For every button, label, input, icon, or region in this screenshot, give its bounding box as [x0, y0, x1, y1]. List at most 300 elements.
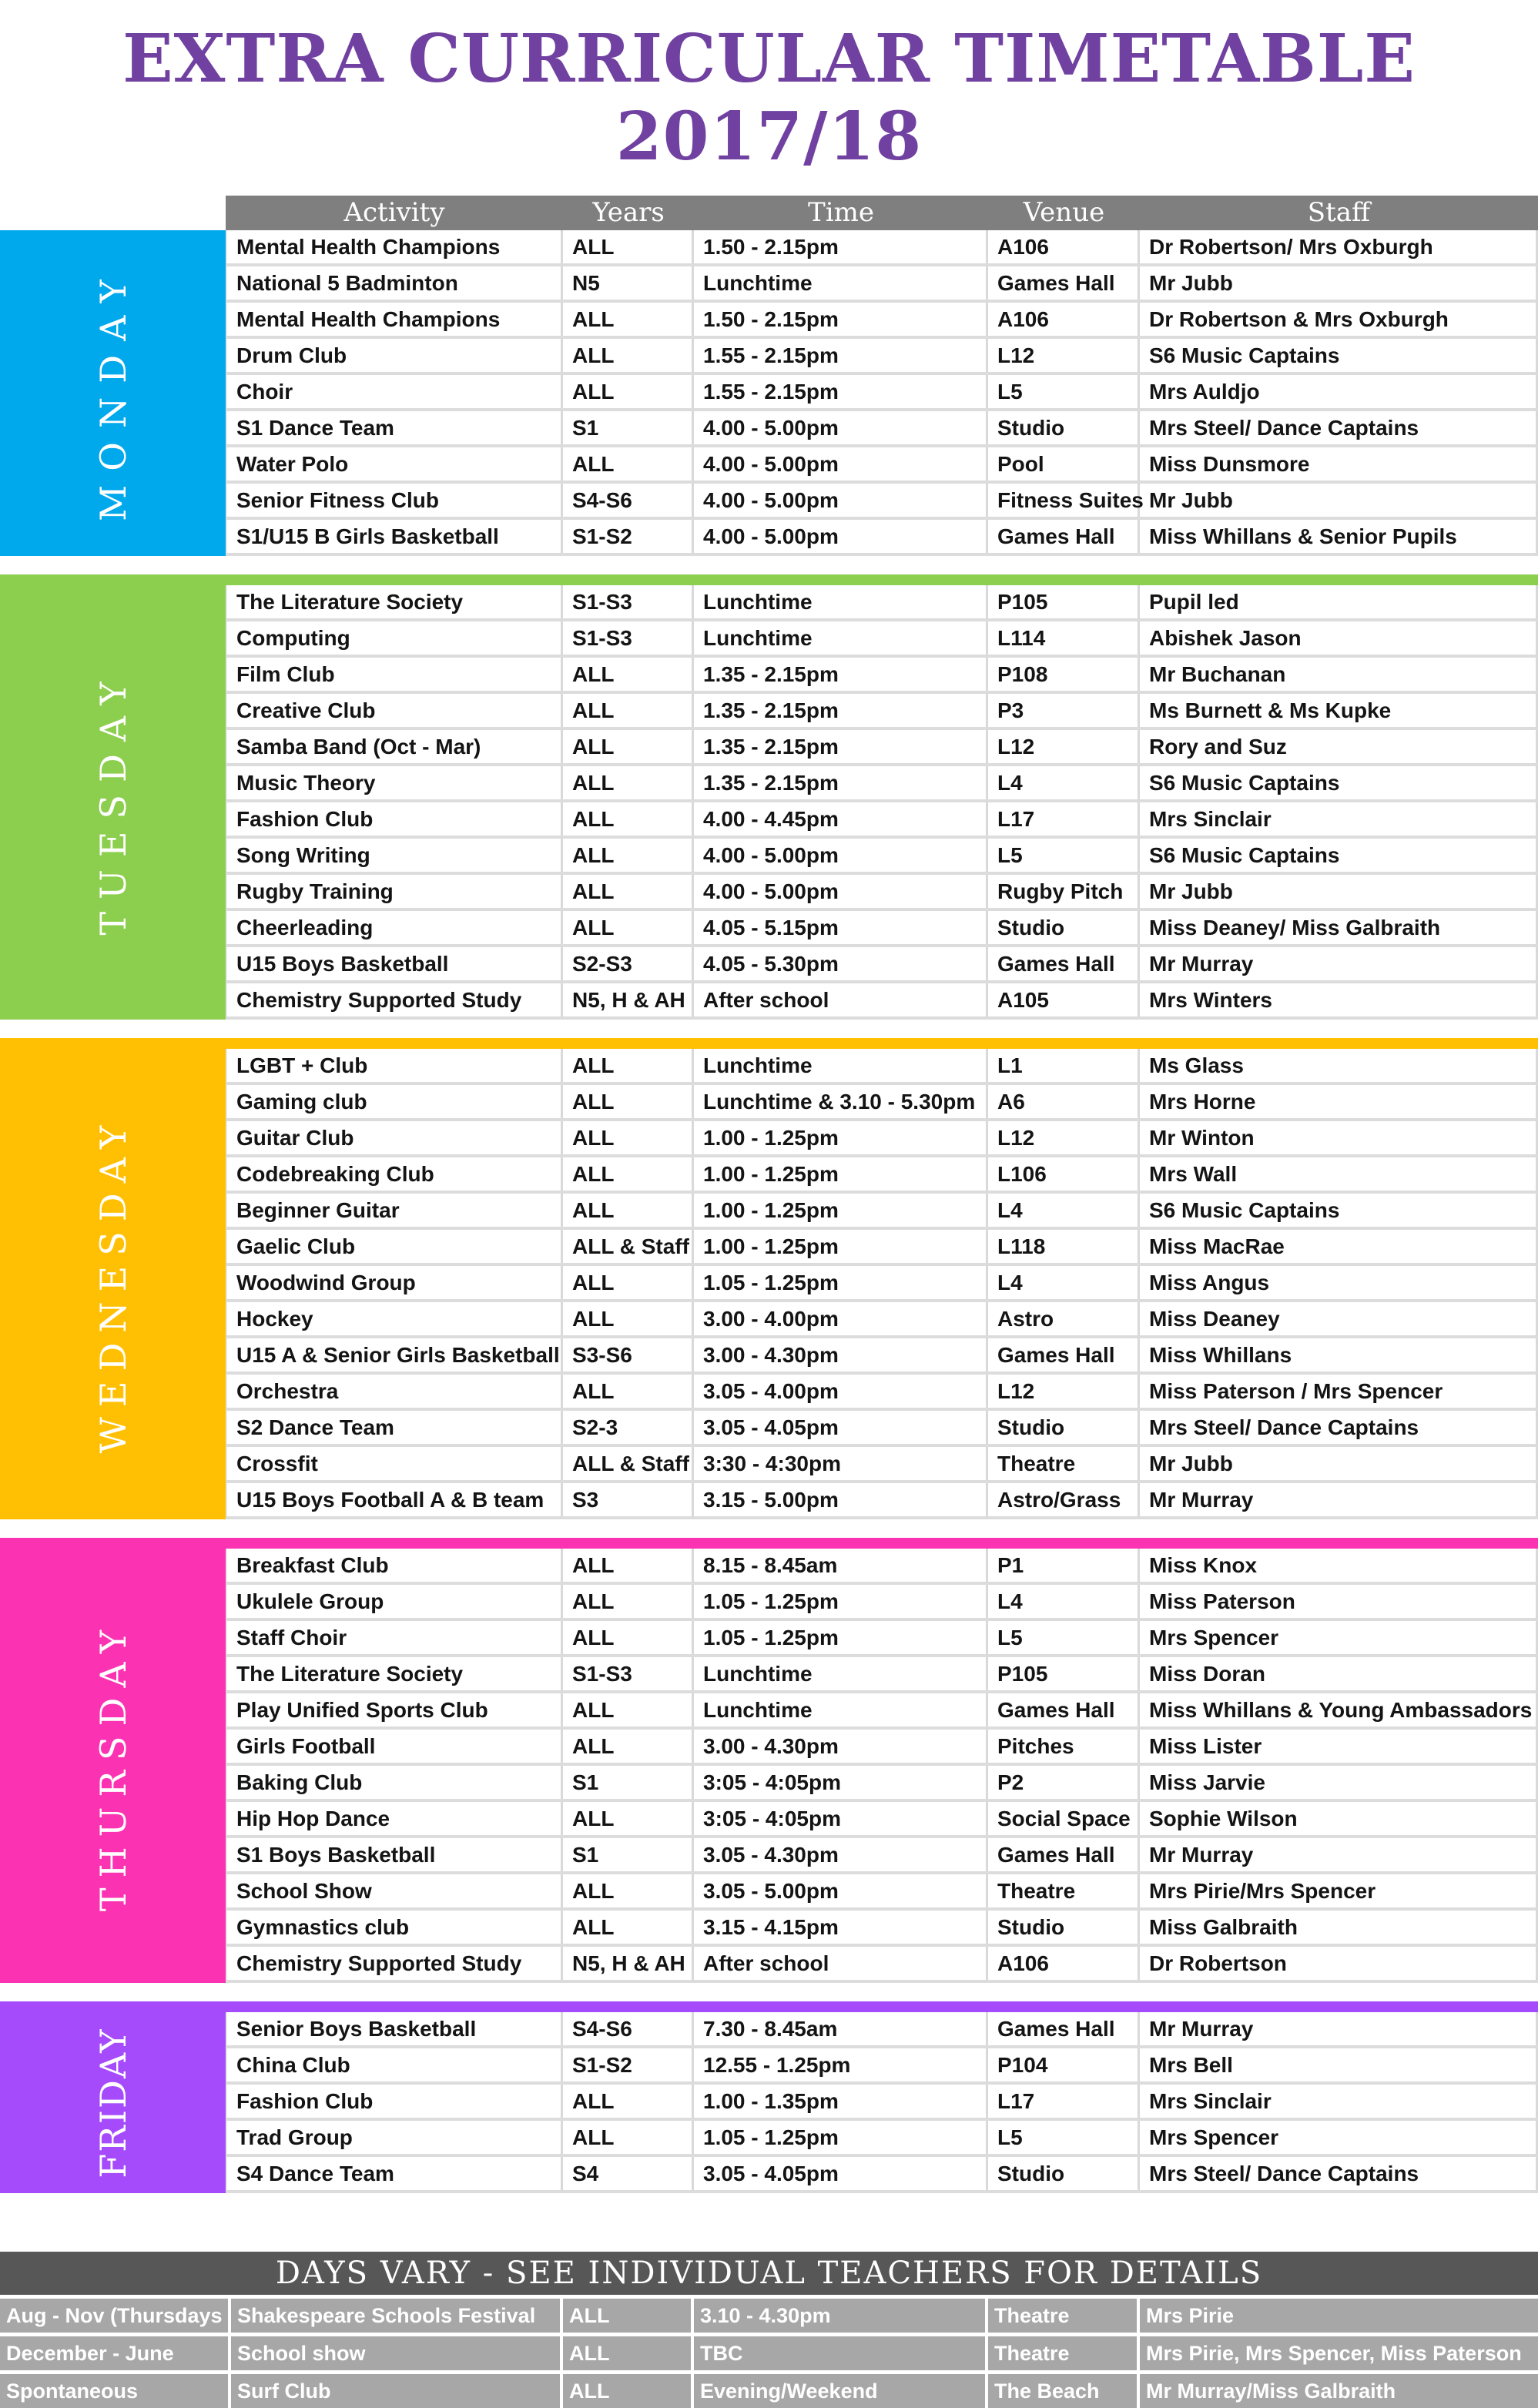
cell-time: 1.50 - 2.15pm: [694, 230, 988, 263]
cell-venue: L12: [988, 1121, 1140, 1154]
cell-years: S1: [563, 1766, 694, 1799]
table-row: [226, 1549, 1538, 1585]
table-row: [226, 585, 1538, 621]
cell-venue: L1: [988, 1049, 1140, 1082]
days-vary-row: [0, 2374, 1538, 2408]
day-label: WEDNESDAY: [92, 1115, 134, 1453]
cell-activity: Chemistry Supported Study: [226, 1947, 563, 1980]
table-row: [226, 1266, 1538, 1302]
table-row: [226, 1947, 1538, 1983]
day-color-bar: [0, 1038, 1538, 1049]
cell-activity: Computing: [226, 621, 563, 655]
cell-activity: Hockey: [226, 1302, 563, 1335]
cell-venue: L114: [988, 621, 1140, 655]
cell-period: Spontaneous: [0, 2374, 231, 2408]
cell-activity: Creative Club: [226, 694, 563, 727]
cell-time: 12.55 - 1.25pm: [694, 2048, 988, 2081]
cell-activity: National 5 Badminton: [226, 266, 563, 300]
cell-years: N5, H & AH: [563, 983, 694, 1016]
cell-years: ALL: [563, 658, 694, 691]
cell-years: S3: [563, 1483, 694, 1516]
cell-time: 1.05 - 1.25pm: [694, 1585, 988, 1618]
cell-years: ALL: [563, 875, 694, 908]
table-row: [226, 375, 1538, 411]
cell-years: S2-3: [563, 1411, 694, 1444]
days-vary-rows: [0, 2299, 1538, 2408]
cell-years: ALL & Staff: [563, 1447, 694, 1480]
day-color-column: [0, 585, 226, 1020]
cell-years: ALL: [563, 802, 694, 836]
table-row: [226, 411, 1538, 447]
cell-years: ALL: [563, 2121, 694, 2154]
page-title: EXTRA CURRICULAR TIMETABLE 2017/18: [122, 20, 1416, 176]
cell-staff: Miss Whillans & Senior Pupils: [1140, 520, 1538, 553]
cell-time: TBC: [694, 2336, 988, 2370]
cell-venue: The Beach: [988, 2374, 1140, 2408]
cell-time: 3.10 - 4.30pm: [694, 2299, 988, 2333]
table-row: [226, 1338, 1538, 1375]
cell-years: ALL: [563, 911, 694, 944]
cell-time: Lunchtime: [694, 1657, 988, 1690]
cell-time: 4.05 - 5.15pm: [694, 911, 988, 944]
cell-venue: Theatre: [988, 1447, 1140, 1480]
cell-venue: L12: [988, 1375, 1140, 1408]
cell-activity: Breakfast Club: [226, 1549, 563, 1582]
cell-venue: L12: [988, 339, 1140, 372]
column-header-years: Years: [592, 197, 665, 228]
day-rows: [226, 2012, 1538, 2193]
day-rows: [226, 1549, 1538, 1983]
cell-activity: Shakespeare Schools Festival: [231, 2299, 563, 2333]
cell-venue: Games Hall: [988, 947, 1140, 980]
cell-staff: Mrs Pirie/Mrs Spencer: [1140, 1874, 1538, 1907]
cell-time: 4.05 - 5.30pm: [694, 947, 988, 980]
cell-staff: Miss Paterson: [1140, 1585, 1538, 1618]
cell-activity: LGBT + Club: [226, 1049, 563, 1082]
table-row: [226, 1411, 1538, 1447]
cell-years: S1-S3: [563, 1657, 694, 1690]
cell-staff: S6 Music Captains: [1140, 839, 1538, 872]
table-row: [226, 484, 1538, 520]
cell-time: 4.00 - 5.00pm: [694, 520, 988, 553]
cell-years: S4: [563, 2157, 694, 2190]
cell-staff: Mrs Horne: [1140, 1085, 1538, 1118]
table-row: [226, 1874, 1538, 1911]
cell-time: 1.05 - 1.25pm: [694, 1621, 988, 1654]
column-header-activity: Activity: [343, 197, 445, 228]
cell-staff: Mrs Spencer: [1140, 1621, 1538, 1654]
cell-venue: Theatre: [988, 1874, 1140, 1907]
cell-activity: The Literature Society: [226, 1657, 563, 1690]
cell-venue: Theatre: [988, 2299, 1140, 2333]
day-label: FRIDAY: [92, 2027, 134, 2179]
cell-venue: L5: [988, 2121, 1140, 2154]
cell-time: 3.15 - 5.00pm: [694, 1483, 988, 1516]
cell-venue: L4: [988, 1585, 1140, 1618]
cell-venue: A105: [988, 983, 1140, 1016]
cell-years: S4-S6: [563, 484, 694, 517]
table-row: [226, 303, 1538, 339]
cell-time: 1.35 - 2.15pm: [694, 730, 988, 763]
cell-venue: L106: [988, 1157, 1140, 1191]
cell-staff: Miss Dunsmore: [1140, 447, 1538, 481]
cell-years: ALL: [563, 1302, 694, 1335]
cell-staff: Mrs Bell: [1140, 2048, 1538, 2081]
table-row: [226, 1085, 1538, 1121]
cell-venue: Studio: [988, 2157, 1140, 2190]
cell-activity: School Show: [226, 1874, 563, 1907]
cell-time: 1.00 - 1.25pm: [694, 1230, 988, 1263]
cell-staff: Miss Knox: [1140, 1549, 1538, 1582]
cell-years: S1-S3: [563, 585, 694, 618]
table-row: [226, 230, 1538, 266]
cell-staff: Mrs Winters: [1140, 983, 1538, 1016]
cell-time: Lunchtime: [694, 621, 988, 655]
cell-activity: Ukulele Group: [226, 1585, 563, 1618]
cell-staff: S6 Music Captains: [1140, 766, 1538, 799]
cell-staff: Mr Murray: [1140, 2012, 1538, 2045]
cell-activity: Water Polo: [226, 447, 563, 481]
cell-activity: Hip Hop Dance: [226, 1802, 563, 1835]
cell-time: 1.35 - 2.15pm: [694, 694, 988, 727]
table-row: [226, 1766, 1538, 1802]
cell-activity: Senior Boys Basketball: [226, 2012, 563, 2045]
day-section: [0, 230, 1538, 556]
cell-time: 3.05 - 4.05pm: [694, 2157, 988, 2190]
cell-years: ALL: [563, 1266, 694, 1299]
cell-staff: Mrs Auldjo: [1140, 375, 1538, 408]
day-color-column: [0, 230, 226, 556]
cell-years: N5: [563, 266, 694, 300]
day-label: THURSDAY: [92, 1619, 134, 1912]
cell-activity: S4 Dance Team: [226, 2157, 563, 2190]
day-section: [0, 574, 1538, 1020]
cell-staff: Mr Murray: [1140, 1483, 1538, 1516]
cell-time: 1.00 - 1.25pm: [694, 1157, 988, 1191]
cell-venue: P2: [988, 1766, 1140, 1799]
table-row: [226, 1585, 1538, 1621]
cell-years: N5, H & AH: [563, 1947, 694, 1980]
cell-time: 3.00 - 4.30pm: [694, 1338, 988, 1371]
cell-staff: Mrs Sinclair: [1140, 802, 1538, 836]
cell-years: ALL: [563, 1621, 694, 1654]
cell-venue: L4: [988, 1266, 1140, 1299]
table-row: [226, 947, 1538, 983]
table-row: [226, 621, 1538, 658]
cell-staff: Ms Burnett & Ms Kupke: [1140, 694, 1538, 727]
cell-staff: Miss Jarvie: [1140, 1766, 1538, 1799]
table-row: [226, 1049, 1538, 1085]
day-rows: [226, 585, 1538, 1020]
cell-time: 3:05 - 4:05pm: [694, 1766, 988, 1799]
table-row: [226, 2157, 1538, 2193]
cell-years: ALL: [563, 1585, 694, 1618]
cell-venue: L118: [988, 1230, 1140, 1263]
cell-activity: School show: [231, 2336, 563, 2370]
cell-staff: Miss Whillans: [1140, 1338, 1538, 1371]
cell-venue: Games Hall: [988, 2012, 1140, 2045]
cell-activity: Rugby Training: [226, 875, 563, 908]
cell-staff: Mrs Steel/ Dance Captains: [1140, 411, 1538, 444]
cell-activity: Gymnastics club: [226, 1911, 563, 1944]
cell-time: After school: [694, 983, 988, 1016]
cell-venue: L17: [988, 2085, 1140, 2118]
cell-activity: S2 Dance Team: [226, 1411, 563, 1444]
cell-time: 1.35 - 2.15pm: [694, 766, 988, 799]
table-row: [226, 2121, 1538, 2157]
cell-venue: L4: [988, 766, 1140, 799]
cell-years: S1-S2: [563, 520, 694, 553]
table-row: [226, 1621, 1538, 1657]
table-row: [226, 1157, 1538, 1194]
table-row: [226, 447, 1538, 484]
cell-time: 1.50 - 2.15pm: [694, 303, 988, 336]
cell-venue: Games Hall: [988, 266, 1140, 300]
cell-years: ALL: [563, 447, 694, 481]
cell-activity: Senior Fitness Club: [226, 484, 563, 517]
cell-venue: Theatre: [988, 2336, 1140, 2370]
day-rows: [226, 1049, 1538, 1519]
cell-venue: P104: [988, 2048, 1140, 2081]
column-header-bar: [226, 196, 1538, 230]
cell-activity: S1 Dance Team: [226, 411, 563, 444]
table-row: [226, 1230, 1538, 1266]
cell-venue: L17: [988, 802, 1140, 836]
table-row: [226, 2012, 1538, 2048]
cell-activity: Samba Band (Oct - Mar): [226, 730, 563, 763]
cell-venue: Astro: [988, 1302, 1140, 1335]
cell-venue: Games Hall: [988, 520, 1140, 553]
cell-staff: Mrs Wall: [1140, 1157, 1538, 1191]
cell-years: ALL: [563, 766, 694, 799]
cell-staff: Mr Jubb: [1140, 875, 1538, 908]
cell-activity: Mental Health Champions: [226, 303, 563, 336]
cell-time: 3:30 - 4:30pm: [694, 1447, 988, 1480]
column-header-venue: Venue: [1023, 197, 1105, 228]
cell-activity: Song Writing: [226, 839, 563, 872]
day-section: [0, 2001, 1538, 2193]
cell-time: After school: [694, 1947, 988, 1980]
cell-time: 1.00 - 1.25pm: [694, 1194, 988, 1227]
table-row: [226, 1194, 1538, 1230]
cell-activity: Choir: [226, 375, 563, 408]
table-row: [226, 1911, 1538, 1947]
cell-years: ALL: [563, 303, 694, 336]
cell-activity: Staff Choir: [226, 1621, 563, 1654]
cell-activity: Cheerleading: [226, 911, 563, 944]
cell-activity: Guitar Club: [226, 1121, 563, 1154]
cell-activity: Trad Group: [226, 2121, 563, 2154]
cell-time: Lunchtime: [694, 1693, 988, 1726]
cell-time: 3.05 - 4.00pm: [694, 1375, 988, 1408]
table-row: [226, 2085, 1538, 2121]
column-header-staff: Staff: [1307, 197, 1371, 228]
cell-staff: Miss Galbraith: [1140, 1911, 1538, 1944]
cell-time: Lunchtime: [694, 266, 988, 300]
cell-years: S1-S2: [563, 2048, 694, 2081]
days-vary-row: [0, 2299, 1538, 2333]
cell-venue: Studio: [988, 911, 1140, 944]
cell-staff: Mr Murray/Miss Galbraith: [1146, 2380, 1396, 2403]
day-color-column: [0, 1049, 226, 1519]
table-row: [226, 1693, 1538, 1730]
cell-activity: China Club: [226, 2048, 563, 2081]
cell-staff: Miss Deaney: [1140, 1302, 1538, 1335]
cell-staff: S6 Music Captains: [1140, 339, 1538, 372]
cell-time: Lunchtime: [694, 1049, 988, 1082]
cell-staff: S6 Music Captains: [1140, 1194, 1538, 1227]
day-rows: [226, 230, 1538, 556]
day-label: MONDAY: [92, 265, 134, 521]
cell-activity: Chemistry Supported Study: [226, 983, 563, 1016]
cell-venue: Studio: [988, 1911, 1140, 1944]
cell-staff: Dr Robertson & Mrs Oxburgh: [1140, 303, 1538, 336]
cell-venue: Studio: [988, 1411, 1140, 1444]
cell-years: ALL: [563, 730, 694, 763]
cell-venue: A106: [988, 230, 1140, 263]
cell-years: ALL: [563, 1157, 694, 1191]
cell-years: ALL: [563, 1049, 694, 1082]
table-row: [226, 658, 1538, 694]
cell-years: S1: [563, 1838, 694, 1871]
cell-activity: Gaelic Club: [226, 1230, 563, 1263]
cell-years: ALL: [563, 1874, 694, 1907]
cell-activity: Music Theory: [226, 766, 563, 799]
cell-activity: Gaming club: [226, 1085, 563, 1118]
table-row: [226, 983, 1538, 1020]
cell-time: 4.00 - 5.00pm: [694, 411, 988, 444]
day-color-column: [0, 2012, 226, 2193]
cell-time: 3.05 - 4.30pm: [694, 1838, 988, 1871]
cell-years: ALL: [563, 1730, 694, 1763]
cell-staff: Mr Murray: [1140, 947, 1538, 980]
table-row: [226, 802, 1538, 839]
cell-venue: A106: [988, 303, 1140, 336]
cell-venue: P1: [988, 1549, 1140, 1582]
cell-staff: Miss Paterson / Mrs Spencer: [1140, 1375, 1538, 1408]
cell-activity: Beginner Guitar: [226, 1194, 563, 1227]
cell-staff: Mrs Spencer: [1140, 2121, 1538, 2154]
cell-years: ALL: [563, 694, 694, 727]
cell-time: 8.15 - 8.45am: [694, 1549, 988, 1582]
table-row: [226, 1302, 1538, 1338]
days-vary-header: DAYS VARY - SEE INDIVIDUAL TEACHERS FOR DETAILS: [0, 2252, 1538, 2295]
table-row: [226, 839, 1538, 875]
cell-time: 1.55 - 2.15pm: [694, 339, 988, 372]
cell-staff: Ms Glass: [1140, 1049, 1538, 1082]
day-section: [0, 1038, 1538, 1519]
cell-activity: Play Unified Sports Club: [226, 1693, 563, 1726]
cell-years: ALL: [563, 1549, 694, 1582]
table-row: [226, 1730, 1538, 1766]
cell-time: 3.05 - 4.05pm: [694, 1411, 988, 1444]
cell-staff: Miss Whillans & Young Ambassadors: [1140, 1693, 1538, 1726]
cell-venue: Games Hall: [988, 1693, 1140, 1726]
table-row: [226, 911, 1538, 947]
cell-activity: The Literature Society: [226, 585, 563, 618]
cell-staff: Pupil led: [1140, 585, 1538, 618]
cell-venue: L12: [988, 730, 1140, 763]
column-header-time: Time: [808, 197, 874, 228]
cell-staff: Abishek Jason: [1140, 621, 1538, 655]
cell-activity: S1 Boys Basketball: [226, 1838, 563, 1871]
days-vary-section: [0, 2252, 1538, 2408]
cell-years: ALL: [563, 2374, 694, 2408]
cell-staff: Miss MacRae: [1140, 1230, 1538, 1263]
cell-activity: U15 A & Senior Girls Basketball: [226, 1338, 563, 1371]
cell-activity: Drum Club: [226, 339, 563, 372]
cell-staff: Mr Murray: [1140, 1838, 1538, 1871]
cell-activity: S1/U15 B Girls Basketball: [226, 520, 563, 553]
table-row: [226, 694, 1538, 730]
cell-years: ALL & Staff: [563, 1230, 694, 1263]
cell-staff: Mrs Steel/ Dance Captains: [1140, 2157, 1538, 2190]
cell-time: 4.00 - 5.00pm: [694, 875, 988, 908]
day-color-bar: [0, 2001, 1538, 2012]
cell-time: 3.00 - 4.00pm: [694, 1302, 988, 1335]
cell-venue: Games Hall: [988, 1338, 1140, 1371]
table-row: [226, 1375, 1538, 1411]
cell-activity: Crossfit: [226, 1447, 563, 1480]
cell-staff: Mr Jubb: [1140, 266, 1538, 300]
cell-venue: Fitness Suites: [988, 484, 1140, 517]
cell-time: 3:05 - 4:05pm: [694, 1802, 988, 1835]
cell-time: 1.35 - 2.15pm: [694, 658, 988, 691]
cell-time: Evening/Weekend: [694, 2374, 988, 2408]
cell-staff: Sophie Wilson: [1140, 1802, 1538, 1835]
table-row: [226, 339, 1538, 375]
cell-time: 3.05 - 5.00pm: [694, 1874, 988, 1907]
cell-staff: Mrs Pirie: [1146, 2304, 1235, 2327]
cell-period: December - June: [0, 2336, 231, 2370]
cell-years: ALL: [563, 375, 694, 408]
cell-venue: Pool: [988, 447, 1140, 481]
cell-years: ALL: [563, 339, 694, 372]
cell-staff: Mrs Pirie, Mrs Spencer, Miss Paterson: [1146, 2342, 1522, 2365]
cell-staff: Mr Jubb: [1140, 1447, 1538, 1480]
cell-activity: Baking Club: [226, 1766, 563, 1799]
table-row: [226, 766, 1538, 802]
cell-staff: Miss Angus: [1140, 1266, 1538, 1299]
cell-staff: Miss Deaney/ Miss Galbraith: [1140, 911, 1538, 944]
cell-time: 1.00 - 1.35pm: [694, 2085, 988, 2118]
cell-years: ALL: [563, 2336, 694, 2370]
cell-venue: Astro/Grass: [988, 1483, 1140, 1516]
table-row: [226, 520, 1538, 556]
cell-time: 1.05 - 1.25pm: [694, 1266, 988, 1299]
day-label: TUESDAY: [92, 669, 134, 936]
cell-time: 1.55 - 2.15pm: [694, 375, 988, 408]
cell-years: ALL: [563, 1911, 694, 1944]
cell-period: Aug - Nov (Thursdays: [0, 2299, 231, 2333]
cell-venue: A6: [988, 1085, 1140, 1118]
cell-years: ALL: [563, 2299, 694, 2333]
cell-time: 1.00 - 1.25pm: [694, 1121, 988, 1154]
cell-years: ALL: [563, 1121, 694, 1154]
table-row: [226, 1802, 1538, 1838]
cell-staff: Dr Robertson: [1140, 1947, 1538, 1980]
cell-time: 4.00 - 5.00pm: [694, 839, 988, 872]
cell-years: ALL: [563, 1375, 694, 1408]
cell-years: S1: [563, 411, 694, 444]
cell-time: Lunchtime: [694, 585, 988, 618]
table-row: [226, 1483, 1538, 1519]
cell-venue: L5: [988, 375, 1140, 408]
cell-staff: Rory and Suz: [1140, 730, 1538, 763]
day-color-column: [0, 1549, 226, 1983]
cell-staff: Mrs Sinclair: [1140, 2085, 1538, 2118]
cell-time: Lunchtime & 3.10 - 5.30pm: [694, 1085, 988, 1118]
